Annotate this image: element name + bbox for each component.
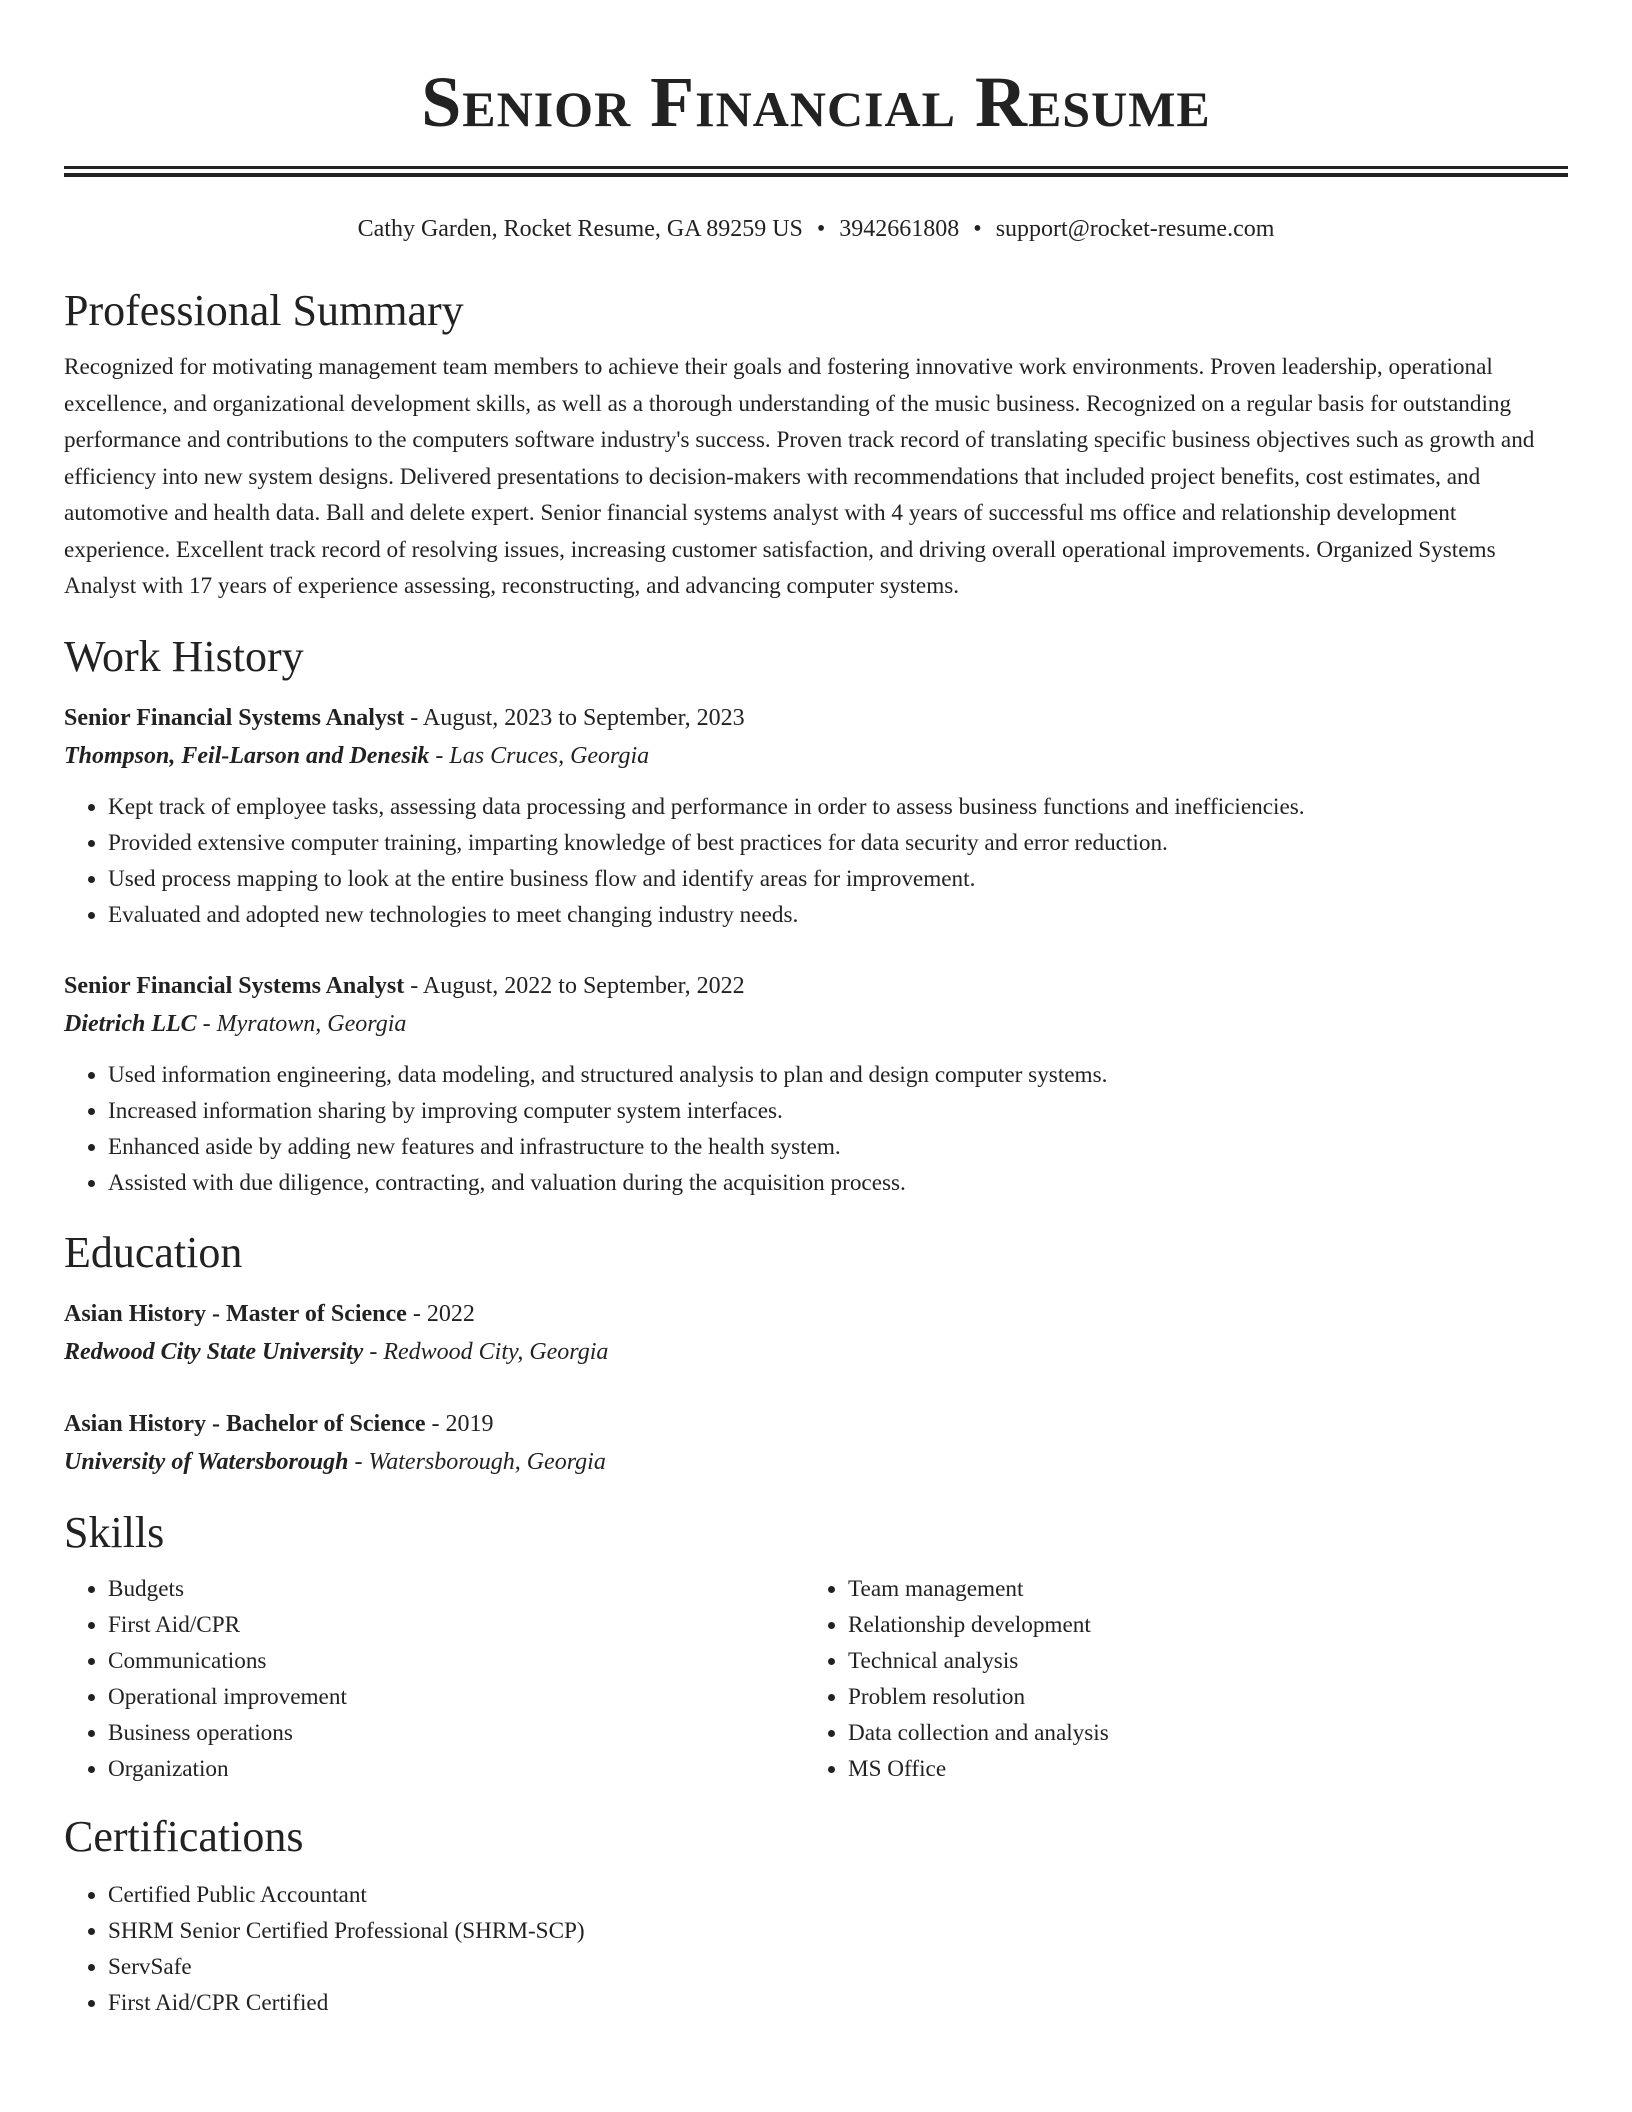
job-bullet: • Used process mapping to look at the entire business flow and identify areas for improvement. (108, 861, 1568, 897)
job-company-line (64, 737, 1568, 775)
contact-address: Cathy Garden, Rocket Resume, GA 89259 US (357, 216, 803, 242)
job-bullet: • Provided extensive computer training, imparting knowledge of best practices for data security and error reduction. (108, 825, 1568, 861)
skill-item: • First Aid/CPR (108, 1607, 804, 1643)
degree-year: - 2022 (406, 1300, 475, 1327)
skill-item: • Organization (108, 1751, 804, 1787)
skill-item: • Communications (108, 1643, 804, 1679)
skills-left-column (64, 1571, 804, 1787)
certification-item: • ServSafe (108, 1949, 1568, 1985)
work-history-heading: Work History (64, 631, 304, 681)
school-location: - Watersborough, Georgia (348, 1448, 606, 1475)
contact-separator: • (973, 216, 982, 242)
job-location: - Myratown, Georgia (196, 1010, 407, 1037)
education-heading: Education (64, 1227, 243, 1277)
job-bullets (64, 1057, 1568, 1201)
job-company-line (64, 1005, 1568, 1043)
certifications-heading: Certifications (64, 1811, 304, 1861)
summary-heading: Professional Summary (64, 286, 464, 335)
degree: Asian History - Master of Science (64, 1300, 407, 1327)
contact-line (64, 213, 1568, 245)
skills-heading: Skills (64, 1507, 165, 1557)
certification-item: • First Aid/CPR Certified (108, 1985, 1568, 2021)
degree-line (64, 1405, 1568, 1443)
degree: Asian History - Bachelor of Science (64, 1410, 426, 1437)
contact-email: support@rocket-resume.com (995, 216, 1275, 242)
job-bullet: • Kept track of employee tasks, assessing data processing and performance in order to assess business functions and inefficiencies. (108, 789, 1568, 825)
job-bullet: • Increased information sharing by improving computer system interfaces. (108, 1093, 1568, 1129)
job-company: Dietrich LLC (64, 1010, 197, 1037)
skill-item: • Budgets (108, 1571, 804, 1607)
skill-item: • Business operations (108, 1715, 804, 1751)
degree-year: - 2019 (425, 1410, 494, 1437)
school: University of Watersborough (64, 1448, 349, 1475)
school-location: - Redwood City, Georgia (363, 1338, 609, 1365)
job-bullets (64, 789, 1568, 933)
job-company: Thompson, Feil-Larson and Denesik (64, 742, 430, 769)
job-bullet: • Used information engineering, data modeling, and structured analysis to plan and design computer systems. (108, 1057, 1568, 1093)
job-dates: - August, 2023 to September, 2023 (404, 704, 745, 731)
certification-item: • Certified Public Accountant (108, 1877, 1568, 1913)
resume-title: Senior Financial Resume (421, 62, 1211, 142)
job-bullet: • Enhanced aside by adding new features and infrastructure to the health system. (108, 1129, 1568, 1165)
skill-item: • Team management (848, 1571, 1544, 1607)
title-double-rule (64, 166, 1568, 177)
contact-phone: 3942661808 (839, 216, 960, 242)
skill-item: • MS Office (848, 1751, 1544, 1787)
skills-columns (64, 1571, 1568, 1787)
job-dates: - August, 2022 to September, 2022 (404, 972, 745, 999)
skill-item: • Problem resolution (848, 1679, 1544, 1715)
job-title: Senior Financial Systems Analyst (64, 704, 405, 731)
job-location: - Las Cruces, Georgia (429, 742, 650, 769)
skill-item: • Relationship development (848, 1607, 1544, 1643)
degree-line (64, 1295, 1568, 1333)
skills-right-column (804, 1571, 1544, 1787)
skill-item: • Data collection and analysis (848, 1715, 1544, 1751)
job-title-line (64, 967, 1568, 1005)
school-line (64, 1333, 1568, 1371)
job-entry (64, 699, 1568, 933)
contact-separator: • (816, 216, 826, 242)
education-entry (64, 1405, 1568, 1481)
certification-item: • SHRM Senior Certified Professional (SHRM-SCP) (108, 1913, 1568, 1949)
job-bullet: • Assisted with due diligence, contracting, and valuation during the acquisition process. (108, 1165, 1568, 1201)
job-title: Senior Financial Systems Analyst (64, 972, 405, 999)
skill-item: • Operational improvement (108, 1679, 804, 1715)
school-line (64, 1443, 1568, 1481)
certifications-list (64, 1877, 1568, 2021)
school: Redwood City State University (64, 1338, 364, 1365)
job-entry (64, 967, 1568, 1201)
education-entry (64, 1295, 1568, 1371)
skill-item: • Technical analysis (848, 1643, 1544, 1679)
job-bullet: • Evaluated and adopted new technologies to meet changing industry needs. (108, 897, 1568, 933)
summary-text: Recognized for motivating management team members to achieve their goals and fostering innovative work environments. Proven leadership, operational excellence, and organizational development skills, as well as a thorough understanding of the music business. Recognized on a regular basis for outstanding performance and contributions to the computers software industry's success. Proven track record of translating specific business objectives such as growth and efficiency into new system designs. Delivered presentations to decision-makers with recommendations that included project benefits, cost estimates, and automotive and health data. Ball and delete expert. Senior financial systems analyst with 4 years of successful ms office and relationship development experience. Excellent track record of resolving issues, increasing customer satisfaction, and driving overall operational improvements. Organized Systems Analyst with 17 years of experience assessing, reconstructing, and advancing computer systems. (64, 354, 1535, 599)
job-title-line (64, 699, 1568, 737)
